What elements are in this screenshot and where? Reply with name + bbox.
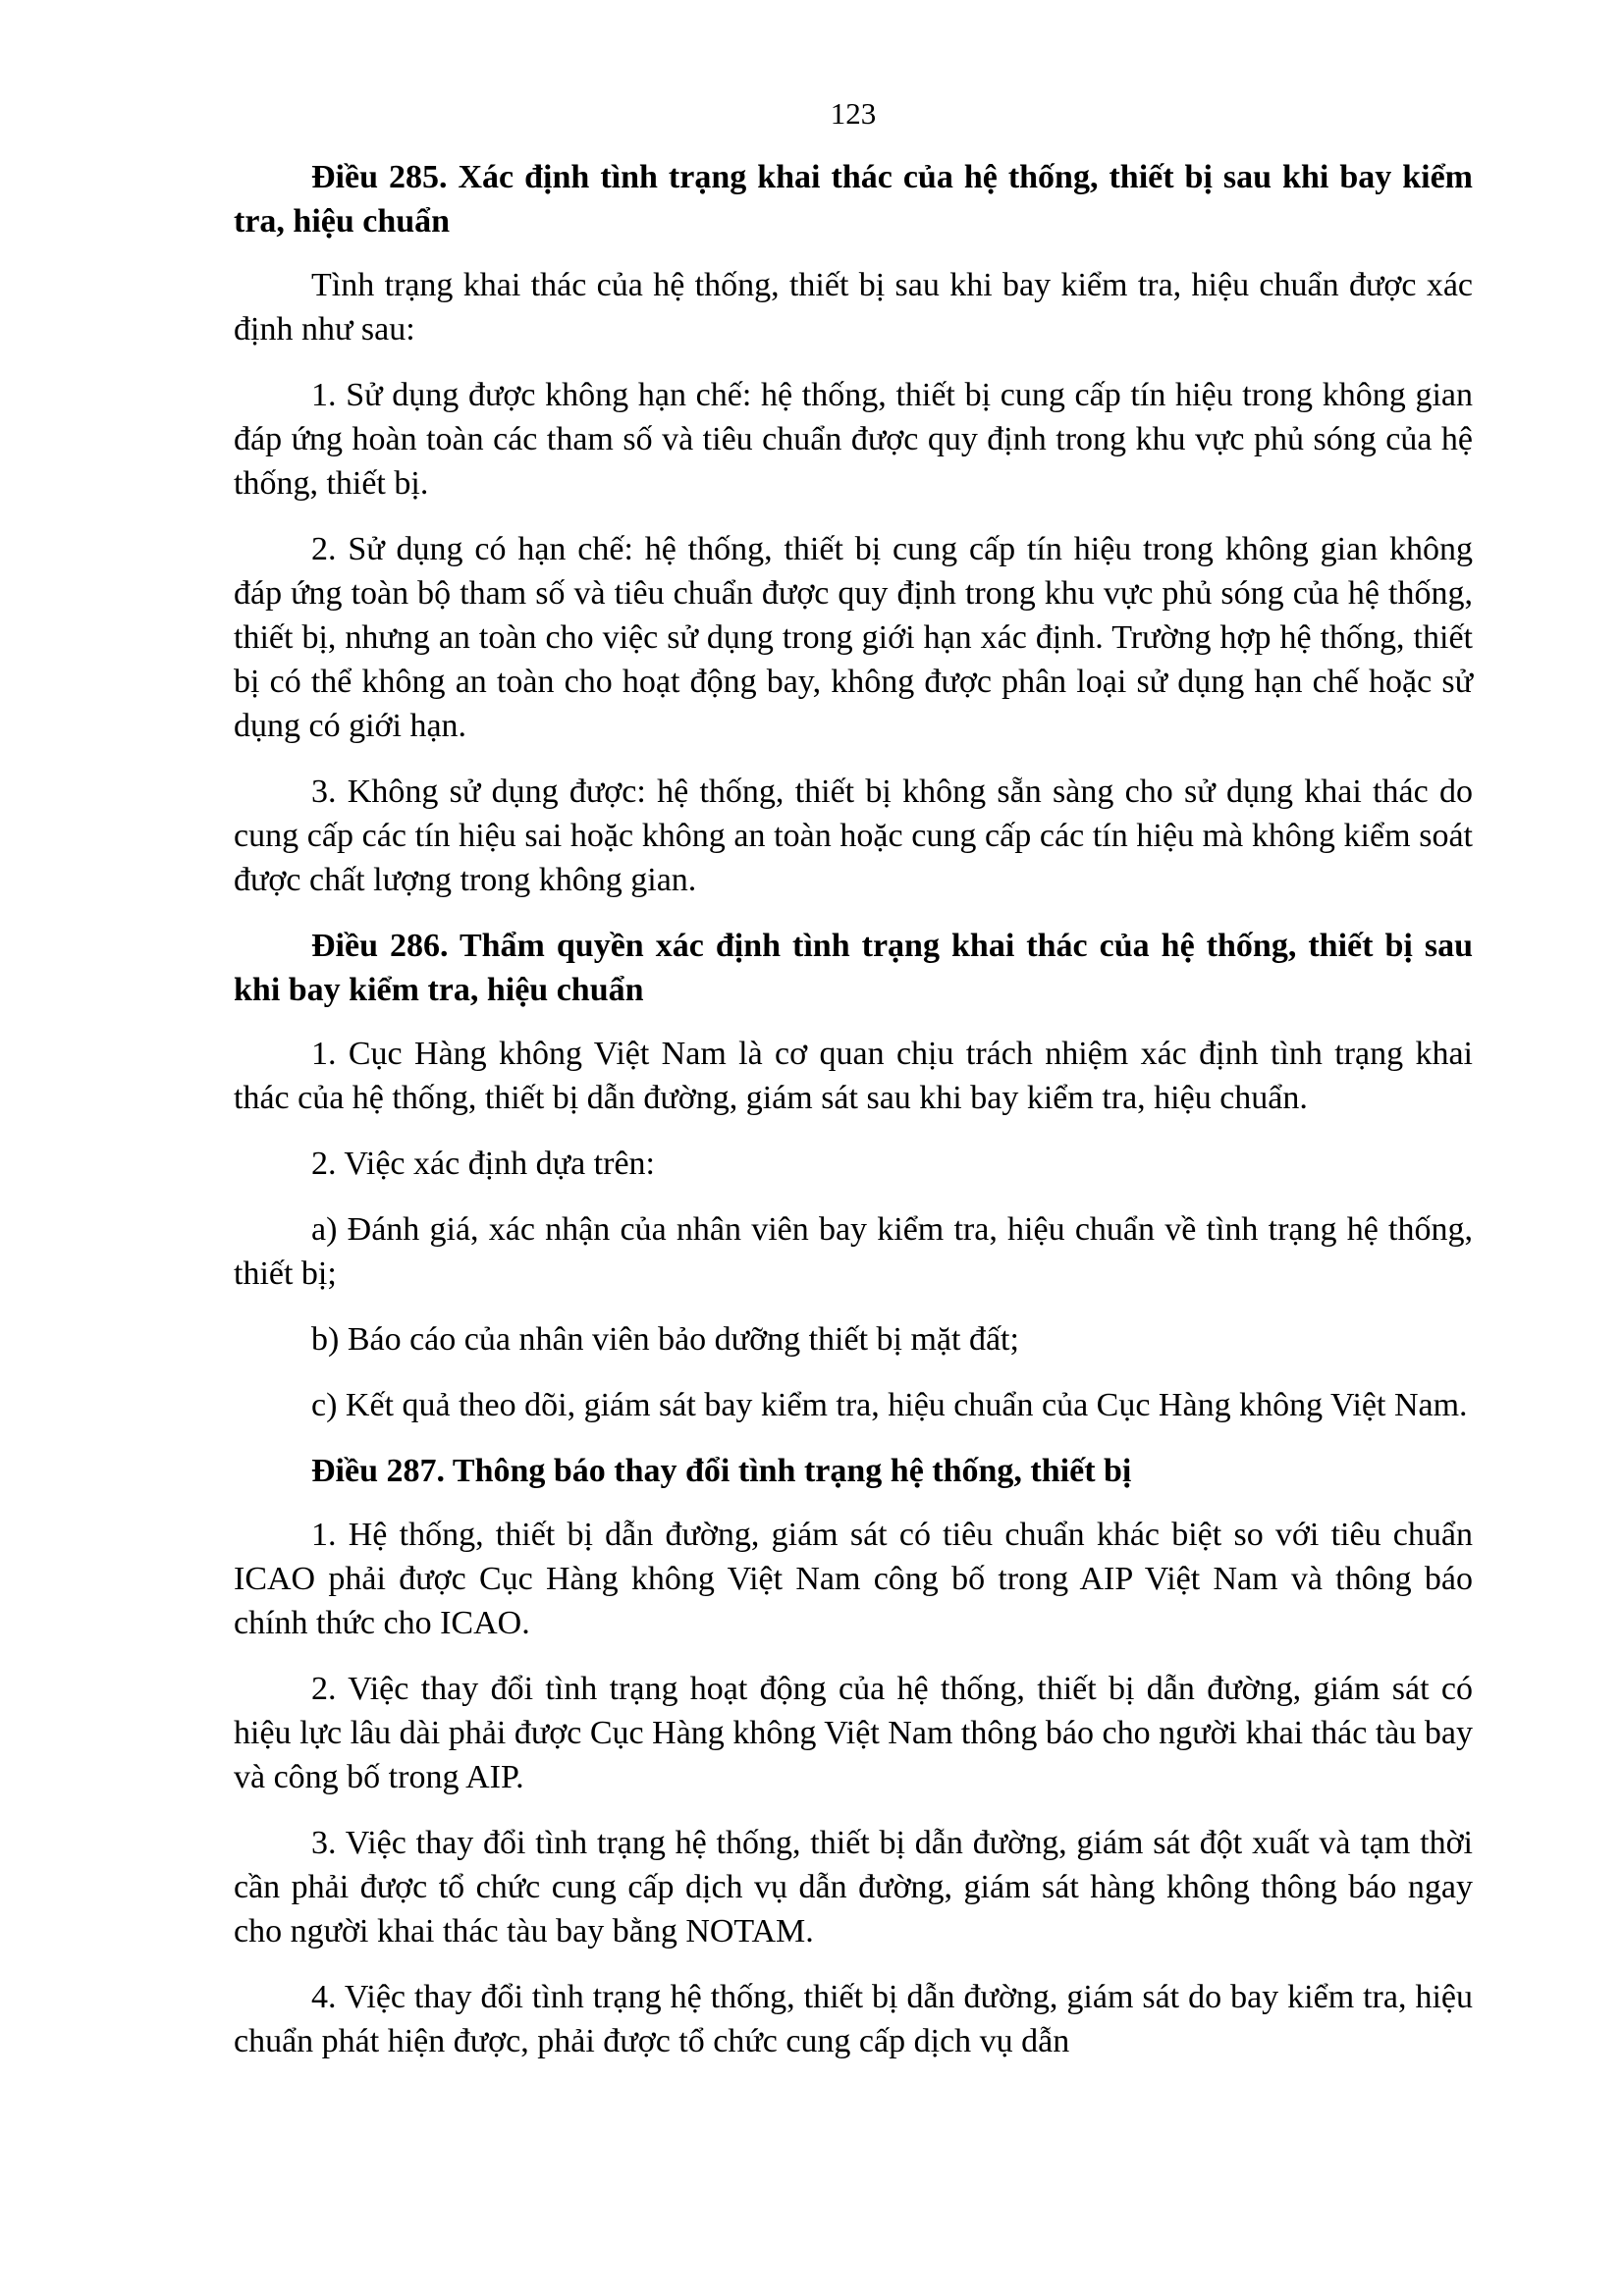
article-286-point-c: c) Kết quả theo dõi, giám sát bay kiểm tra, hiệu chuẩn của Cục Hàng không Việt Nam. (311, 1387, 1468, 1423)
article-285-clause-3: 3. Không sử dụng được: hệ thống, thiết bị không sẵn sàng cho sử dụng khai thác do cung cấp các tín hiệu sai hoặc không an toàn hoặc cung cấp các tín hiệu mà không kiểm soát được chất lượng trong không gian. (234, 774, 1473, 898)
article-285-clause-2: 2. Sử dụng có hạn chế: hệ thống, thiết bị cung cấp tín hiệu trong không gian không đáp ứng toàn bộ tham số và tiêu chuẩn được quy định trong khu vực phủ sóng của hệ thống, thiết bị, nhưng an toàn cho việc sử dụng trong giới hạn xác định. Trường hợp hệ thống, thiết bị có thể không an toàn cho hoạt động bay, không được phân loại sử dụng hạn chế hoặc sử dụng có giới hạn. (234, 531, 1473, 744)
article-285-heading: Điều 285. Xác định tình trạng khai thác của hệ thống, thiết bị sau khi bay kiểm tra, hiệu chuẩn (234, 159, 1473, 240)
document-page (234, 94, 1473, 2085)
article-286-clause-1: 1. Cục Hàng không Việt Nam là cơ quan chịu trách nhiệm xác định tình trạng khai thác của hệ thống, thiết bị dẫn đường, giám sát sau khi bay kiểm tra, hiệu chuẩn. (234, 1036, 1473, 1116)
article-286-clause-2: 2. Việc xác định dựa trên: (311, 1146, 655, 1182)
article-285-clause-1: 1. Sử dụng được không hạn chế: hệ thống, thiết bị cung cấp tín hiệu trong không gian đáp ứng hoàn toàn các tham số và tiêu chuẩn được quy định trong khu vực phủ sóng của hệ thống, thiết bị. (234, 377, 1473, 502)
article-286-point-b: b) Báo cáo của nhân viên bảo dưỡng thiết bị mặt đất; (311, 1321, 1019, 1358)
article-287-clause-1: 1. Hệ thống, thiết bị dẫn đường, giám sát có tiêu chuẩn khác biệt so với tiêu chuẩn ICAO phải được Cục Hàng không Việt Nam công bố trong AIP Việt Nam và thông báo chính thức cho ICAO. (234, 1517, 1473, 1641)
article-287-clause-4: 4. Việc thay đổi tình trạng hệ thống, thiết bị dẫn đường, giám sát do bay kiểm tra, hiệu chuẩn phát hiện được, phải được tổ chức cung cấp dịch vụ dẫn (234, 1979, 1473, 2059)
article-287-clause-3: 3. Việc thay đổi tình trạng hệ thống, thiết bị dẫn đường, giám sát đột xuất và tạm thời cần phải được tổ chức cung cấp dịch vụ dẫn đường, giám sát hàng không thông báo ngay cho người khai thác tàu bay bằng NOTAM. (234, 1825, 1473, 1949)
article-285-intro: Tình trạng khai thác của hệ thống, thiết bị sau khi bay kiểm tra, hiệu chuẩn được xác định như sau: (234, 267, 1473, 347)
article-287-clause-2: 2. Việc thay đổi tình trạng hoạt động của hệ thống, thiết bị dẫn đường, giám sát có hiệu lực lâu dài phải được Cục Hàng không Việt Nam thông báo cho người khai thác tàu bay và công bố trong AIP. (234, 1671, 1473, 1795)
page-number: 123 (830, 96, 877, 131)
article-287-heading: Điều 287. Thông báo thay đổi tình trạng hệ thống, thiết bị (311, 1453, 1132, 1489)
article-286-heading: Điều 286. Thẩm quyền xác định tình trạng khai thác của hệ thống, thiết bị sau khi bay kiểm tra, hiệu chuẩn (234, 928, 1473, 1008)
article-286-point-a: a) Đánh giá, xác nhận của nhân viên bay kiểm tra, hiệu chuẩn về tình trạng hệ thống, thiết bị; (234, 1211, 1473, 1292)
